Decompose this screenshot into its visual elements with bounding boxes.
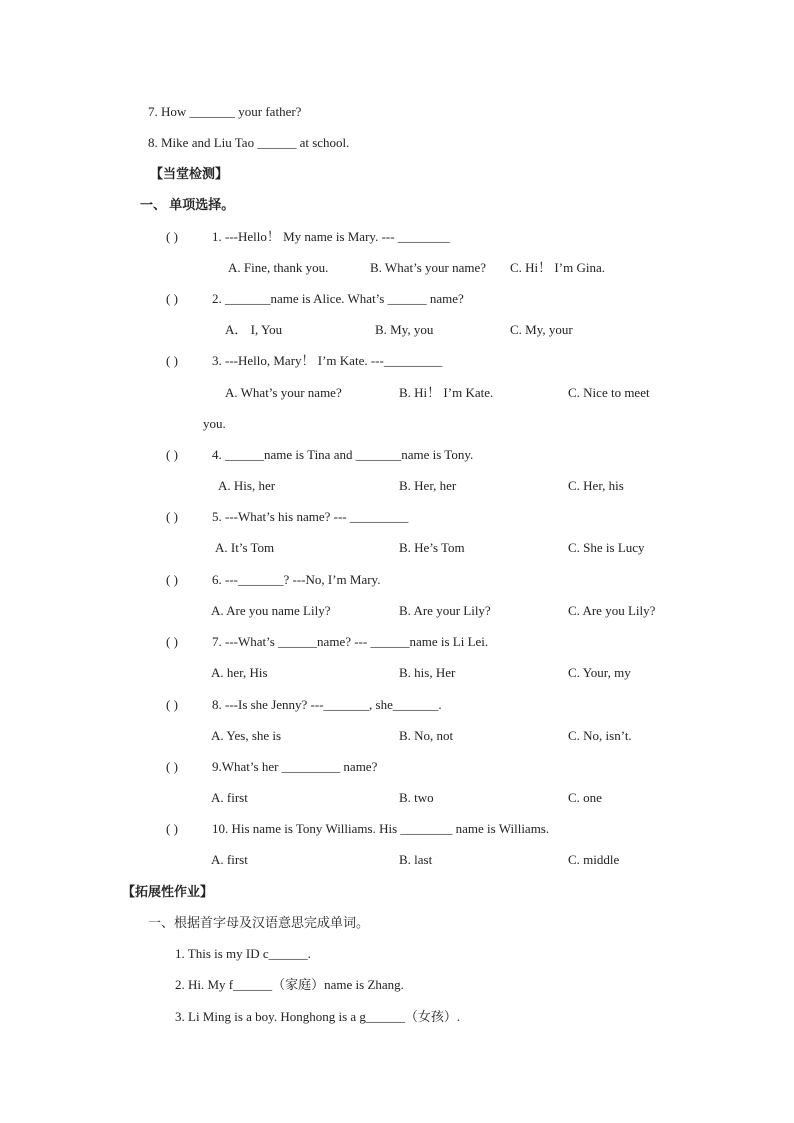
question-1-option-a: A. Fine, thank you. (228, 260, 329, 275)
question-3-option-b: B. Hi！ I’m Kate. (399, 385, 494, 400)
question-3-paren: ( ) (166, 353, 178, 368)
question-10-stem: 10. His name is Tony Williams. His ________ name is Williams. (212, 821, 550, 836)
homework-item-2: 2. Hi. My f______（家庭）name is Zhang. (175, 977, 404, 992)
question-9-option-a: A. first (211, 790, 248, 805)
question-3-stem: 3. ---Hello, Mary！ I’m Kate. ---_________ (212, 353, 443, 368)
question-4-stem: 4. ______name is Tina and _______name is Tony. (212, 447, 474, 462)
question-6-option-c: C. Are you Lily? (568, 603, 656, 618)
question-8-paren: ( ) (166, 697, 178, 712)
question-2-paren: ( ) (166, 291, 178, 306)
question-4-option-a: A. His, her (218, 478, 276, 493)
question-5-option-b: B. He’s Tom (399, 540, 465, 555)
question-7-option-b: B. his, Her (399, 665, 456, 680)
question-1-option-c: C. Hi！ I’m Gina. (510, 260, 605, 275)
question-10-option-c: C. middle (568, 852, 620, 867)
exercise-line-7: 7. How _______ your father? (148, 104, 302, 119)
question-4-option-b: B. Her, her (399, 478, 457, 493)
question-7-option-a: A. her, His (211, 665, 268, 680)
exercise-line-8: 8. Mike and Liu Tao ______ at school. (148, 135, 350, 150)
question-2-option-b: B. My, you (375, 322, 434, 337)
question-2-option-a: A． I, You (225, 322, 283, 337)
homework-item-3: 3. Li Ming is a boy. Honghong is a g______（女孩）. (175, 1009, 461, 1024)
part-title-complete-words: 一、根据首字母及汉语意思完成单词。 (148, 915, 370, 930)
question-2-option-c: C. My, your (510, 322, 573, 337)
question-8-stem: 8. ---Is she Jenny? ---_______, she_______. (212, 697, 442, 712)
question-6-option-a: A. Are you name Lily? (211, 603, 331, 618)
question-10-paren: ( ) (166, 821, 178, 836)
question-9-stem: 9.What’s her _________ name? (212, 759, 378, 774)
question-5-option-a: A. It’s Tom (215, 540, 275, 555)
question-3-option-c: C. Nice to meet (568, 385, 650, 400)
question-5-option-c: C. She is Lucy (568, 540, 645, 555)
question-6-option-b: B. Are your Lily? (399, 603, 491, 618)
question-10-option-a: A. first (211, 852, 248, 867)
homework-item-1: 1. This is my ID c______. (175, 946, 311, 961)
question-8-option-c: C. No, isn’t. (568, 728, 632, 743)
question-9-paren: ( ) (166, 759, 178, 774)
question-9-option-b: B. two (399, 790, 434, 805)
question-3-option-c-continuation: you. (203, 416, 226, 431)
question-7-paren: ( ) (166, 634, 178, 649)
question-6-stem: 6. ---_______? ---No, I’m Mary. (212, 572, 381, 587)
section-heading-in-class-test: 【当堂检测】 (150, 166, 229, 181)
question-10-option-b: B. last (399, 852, 433, 867)
question-5-paren: ( ) (166, 509, 178, 524)
question-5-stem: 5. ---What’s his name? --- _________ (212, 509, 409, 524)
question-4-option-c: C. Her, his (568, 478, 624, 493)
question-3-option-a: A. What’s your name? (225, 385, 342, 400)
question-8-option-a: A. Yes, she is (211, 728, 282, 743)
question-7-option-c: C. Your, my (568, 665, 631, 680)
question-1-option-b: B. What’s your name? (370, 260, 487, 275)
question-1-stem: 1. ---Hello！ My name is Mary. --- ________ (212, 229, 450, 244)
question-1-paren: ( ) (166, 229, 178, 244)
question-8-option-b: B. No, not (399, 728, 454, 743)
part-title-multiple-choice: 一、 单项选择。 (140, 197, 235, 212)
question-9-option-c: C. one (568, 790, 602, 805)
question-4-paren: ( ) (166, 447, 178, 462)
question-7-stem: 7. ---What’s ______name? --- ______name is Li Lei. (212, 634, 489, 649)
question-2-stem: 2. _______name is Alice. What’s ______ name? (212, 291, 464, 306)
question-6-paren: ( ) (166, 572, 178, 587)
section-heading-homework: 【拓展性作业】 (122, 884, 214, 899)
